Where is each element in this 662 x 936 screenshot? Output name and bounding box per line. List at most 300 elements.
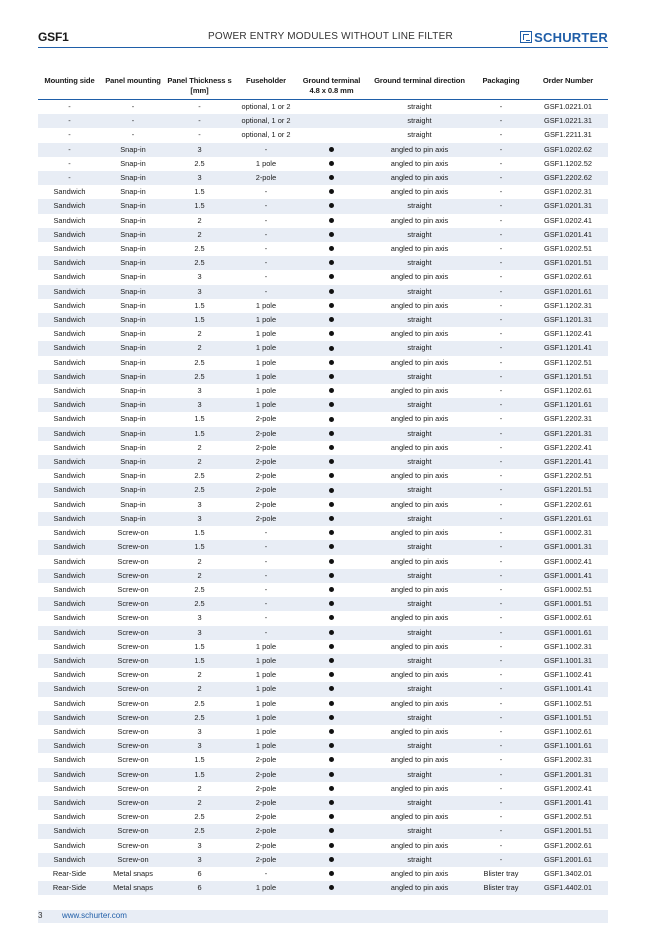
- table-cell: 2-pole: [255, 442, 277, 452]
- table-cell: 1.5: [165, 654, 234, 668]
- table-cell: GSF1.1202.51: [543, 357, 593, 367]
- table-cell: 2: [165, 796, 234, 810]
- ground-terminal-dot-icon: [329, 189, 334, 194]
- table-cell: Sandwich: [38, 768, 101, 782]
- table-cell: 2-pole: [234, 455, 298, 469]
- table-cell: 1 pole: [255, 357, 277, 367]
- table-cell: -: [264, 613, 268, 623]
- table-cell: 2.5: [194, 812, 205, 822]
- ground-terminal-dot-icon: [329, 331, 334, 336]
- table-cell: GSF1.2002.41: [543, 783, 593, 793]
- table-cell: Sandwich: [53, 499, 86, 509]
- table-cell: [298, 867, 365, 881]
- ground-terminal-dot-icon: [329, 644, 334, 649]
- table-cell: Snap-in: [101, 313, 165, 327]
- table-cell: Snap-in: [101, 199, 165, 213]
- table-cell: -: [234, 285, 298, 299]
- table-row: [38, 285, 608, 299]
- table-cell: Screw-on: [101, 597, 165, 611]
- table-cell: Sandwich: [38, 711, 101, 725]
- table-row: [38, 640, 608, 654]
- table-cell: 3: [165, 285, 234, 299]
- table-cell: 2.5: [165, 483, 234, 497]
- table-cell: straight: [365, 398, 474, 412]
- table-cell: straight: [365, 626, 474, 640]
- table-cell: Screw-on: [101, 569, 165, 583]
- table-cell: -: [499, 755, 503, 765]
- table-cell: 2.5: [165, 824, 234, 838]
- column-header: [528, 74, 608, 100]
- table-cell: Sandwich: [38, 370, 101, 384]
- table-cell: -: [499, 641, 503, 651]
- ground-terminal-dot-icon: [329, 175, 334, 180]
- ground-terminal-dot-icon: [329, 246, 334, 251]
- table-row: [38, 214, 608, 228]
- column-header: [474, 74, 528, 100]
- table-cell: GSF1.1202.61: [543, 386, 593, 396]
- table-cell: GSF1.1001.41: [528, 682, 608, 696]
- table-cell: -: [499, 215, 503, 225]
- column-header-label: Fuseholder: [246, 76, 286, 85]
- table-cell: -: [474, 824, 528, 838]
- table-cell: Snap-in: [101, 398, 165, 412]
- table-cell: -: [474, 853, 528, 867]
- table-cell: GSF1.1201.61: [528, 398, 608, 412]
- table-cell: -: [234, 256, 298, 270]
- table-cell: -: [499, 698, 503, 708]
- table-cell: angled to pin axis: [390, 556, 449, 566]
- table-cell: optional, 1 or 2: [234, 114, 298, 128]
- column-header-label: Panel Thickness s: [167, 76, 232, 85]
- table-row: [38, 512, 608, 526]
- ground-terminal-dot-icon: [329, 544, 334, 549]
- table-row: [38, 256, 608, 270]
- header-divider: [38, 47, 608, 48]
- ground-terminal-dot-icon: [329, 672, 334, 677]
- table-cell: Sandwich: [53, 244, 86, 254]
- table-cell: -: [499, 528, 503, 538]
- table-cell: -: [234, 569, 298, 583]
- table-cell: 1 pole: [234, 739, 298, 753]
- ground-terminal-dot-icon: [329, 573, 334, 578]
- ground-terminal-dot-icon: [329, 203, 334, 208]
- column-header-unit: [mm]: [190, 86, 209, 95]
- page-header: [38, 30, 608, 48]
- table-cell: Screw-on: [101, 739, 165, 753]
- table-cell: [298, 356, 365, 370]
- table-cell: -: [499, 187, 503, 197]
- table-cell: straight: [365, 682, 474, 696]
- ground-terminal-dot-icon: [329, 530, 334, 535]
- table-cell: GSF1.2001.51: [528, 824, 608, 838]
- table-cell: GSF1.0202.41: [543, 215, 593, 225]
- table-cell: 2-pole: [255, 471, 277, 481]
- table-cell: -: [499, 840, 503, 850]
- table-cell: 2-pole: [255, 812, 277, 822]
- table-cell: Screw-on: [117, 641, 149, 651]
- table-cell: [298, 810, 365, 824]
- table-cell: 2: [165, 228, 234, 242]
- table-cell: Sandwich: [53, 272, 86, 282]
- table-cell: Sandwich: [38, 398, 101, 412]
- table-cell: GSF1.2202.62: [528, 171, 608, 185]
- table-row: [38, 427, 608, 441]
- table-cell: GSF1.0001.61: [528, 626, 608, 640]
- table-cell: Snap-in: [101, 370, 165, 384]
- table-cell: Sandwich: [38, 569, 101, 583]
- table-cell: angled to pin axis: [390, 698, 449, 708]
- table-cell: Snap-in: [101, 455, 165, 469]
- table-row: [38, 824, 608, 838]
- table-cell: [298, 185, 365, 199]
- ground-terminal-dot-icon: [329, 786, 334, 791]
- table-cell: -: [499, 442, 503, 452]
- table-cell: Screw-on: [101, 711, 165, 725]
- table-cell: Sandwich: [53, 698, 86, 708]
- table-cell: 3: [197, 386, 202, 396]
- table-cell: [298, 526, 365, 540]
- ground-terminal-dot-icon: [329, 701, 334, 706]
- order-number-table: [38, 74, 608, 895]
- table-cell: -: [499, 329, 503, 339]
- table-row: [38, 711, 608, 725]
- table-cell: Sandwich: [38, 483, 101, 497]
- table-cell: -: [38, 143, 101, 157]
- table-cell: GSF1.1001.61: [528, 739, 608, 753]
- table-cell: [298, 171, 365, 185]
- table-cell: angled to pin axis: [390, 471, 449, 481]
- table-row: [38, 242, 608, 256]
- table-cell: Snap-in: [120, 272, 146, 282]
- table-cell: Sandwich: [38, 341, 101, 355]
- table-cell: 2-pole: [255, 414, 277, 424]
- table-cell: straight: [365, 711, 474, 725]
- table-cell: [298, 540, 365, 554]
- table-cell: Snap-in: [101, 285, 165, 299]
- table-cell: Snap-in: [120, 442, 146, 452]
- table-cell: Sandwich: [53, 584, 86, 594]
- table-cell: angled to pin axis: [390, 442, 449, 452]
- table-cell: 2-pole: [234, 853, 298, 867]
- table-cell: angled to pin axis: [390, 528, 449, 538]
- table-cell: Snap-in: [120, 471, 146, 481]
- table-cell: GSF1.0001.31: [528, 540, 608, 554]
- table-cell: GSF1.2002.61: [543, 840, 593, 850]
- table-cell: -: [68, 130, 71, 140]
- ground-terminal-dot-icon: [329, 388, 334, 393]
- table-cell: GSF1.0001.41: [528, 569, 608, 583]
- table-cell: 3: [165, 853, 234, 867]
- table-cell: straight: [407, 130, 432, 140]
- table-cell: 1 pole: [234, 881, 298, 895]
- table-cell: straight: [365, 285, 474, 299]
- table-cell: [298, 412, 365, 426]
- table-cell: -: [264, 528, 268, 538]
- table-cell: [298, 128, 365, 142]
- table-cell: [298, 768, 365, 782]
- table-cell: GSF1.4402.01: [528, 881, 608, 895]
- table-cell: -: [198, 102, 201, 111]
- table-cell: [298, 441, 365, 455]
- table-cell: GSF1.3402.01: [543, 868, 593, 878]
- table-cell: Screw-on: [101, 626, 165, 640]
- ground-terminal-dot-icon: [329, 814, 334, 819]
- column-header-unit: 4.8 x 0.8 mm: [309, 86, 354, 95]
- table-cell: [298, 313, 365, 327]
- table-cell: GSF1.1002.31: [543, 641, 593, 651]
- table-cell: [298, 299, 365, 313]
- table-cell: 1 pole: [255, 698, 277, 708]
- table-cell: -: [499, 499, 503, 509]
- table-row: [38, 597, 608, 611]
- table-cell: 2-pole: [234, 427, 298, 441]
- table-cell: Snap-in: [101, 512, 165, 526]
- table-cell: 2.5: [165, 711, 234, 725]
- table-cell: GSF1.2202.51: [543, 471, 593, 481]
- table-cell: -: [234, 626, 298, 640]
- table-row: [38, 157, 608, 171]
- table-row: [38, 185, 608, 199]
- table-cell: GSF1.0202.31: [543, 187, 593, 197]
- table-cell: straight: [365, 824, 474, 838]
- table-row: [38, 100, 608, 115]
- column-header-label: Ground terminal: [302, 76, 361, 85]
- table-cell: -: [499, 414, 503, 424]
- table-cell: [298, 341, 365, 355]
- table-cell: 1.5: [165, 199, 234, 213]
- table-cell: -: [264, 584, 268, 594]
- table-row: [38, 725, 608, 739]
- website-link[interactable]: www.schurter.com: [62, 911, 127, 920]
- table-cell: Sandwich: [38, 256, 101, 270]
- table-cell: GSF1.2001.61: [528, 853, 608, 867]
- table-cell: -: [234, 199, 298, 213]
- table-cell: angled to pin axis: [390, 868, 449, 878]
- table-row: [38, 143, 608, 157]
- table-cell: Metal snaps: [113, 868, 153, 878]
- table-cell: Snap-in: [120, 386, 146, 396]
- table-cell: Snap-in: [101, 171, 165, 185]
- ground-terminal-dot-icon: [329, 857, 334, 862]
- table-cell: straight: [365, 256, 474, 270]
- table-row: [38, 199, 608, 213]
- table-cell: [298, 711, 365, 725]
- table-cell: Sandwich: [38, 824, 101, 838]
- table-cell: angled to pin axis: [390, 244, 449, 254]
- table-row: [38, 526, 608, 540]
- table-cell: 1 pole: [255, 670, 277, 680]
- column-header: [101, 74, 165, 100]
- table-cell: 1 pole: [255, 329, 277, 339]
- table-cell: Snap-in: [120, 187, 146, 197]
- table-cell: GSF1.0001.51: [528, 597, 608, 611]
- table-row: [38, 682, 608, 696]
- table-cell: Sandwich: [53, 556, 86, 566]
- table-row: [38, 569, 608, 583]
- table-cell: Sandwich: [38, 427, 101, 441]
- table-cell: [298, 569, 365, 583]
- ground-terminal-dot-icon: [329, 729, 334, 734]
- table-cell: Snap-in: [120, 215, 146, 225]
- table-cell: Sandwich: [53, 670, 86, 680]
- table-cell: -: [499, 272, 503, 282]
- table-cell: 1 pole: [255, 726, 277, 736]
- table-row: [38, 412, 608, 426]
- table-cell: GSF1.2211.31: [544, 130, 592, 140]
- table-cell: -: [474, 427, 528, 441]
- table-cell: -: [474, 370, 528, 384]
- table-cell: straight: [407, 102, 432, 111]
- table-cell: -: [68, 158, 71, 168]
- table-cell: Snap-in: [101, 256, 165, 270]
- ground-terminal-dot-icon: [329, 431, 334, 436]
- table-cell: angled to pin axis: [390, 726, 449, 736]
- table-cell: Sandwich: [53, 300, 86, 310]
- page-title: POWER ENTRY MODULES WITHOUT LINE FILTER: [208, 31, 453, 42]
- table-cell: 1.5: [194, 300, 205, 310]
- table-cell: 1.5: [194, 641, 205, 651]
- table-cell: -: [499, 613, 503, 623]
- table-cell: [298, 199, 365, 213]
- table-cell: straight: [365, 768, 474, 782]
- table-cell: Rear-Side: [38, 881, 101, 895]
- table-cell: 2: [197, 670, 202, 680]
- ground-terminal-dot-icon: [329, 587, 334, 592]
- table-cell: angled to pin axis: [390, 584, 449, 594]
- table-header-row: [38, 74, 608, 100]
- schurter-logo-icon: [520, 31, 532, 43]
- table-cell: -: [474, 313, 528, 327]
- table-cell: [298, 739, 365, 753]
- table-cell: 3: [165, 512, 234, 526]
- table-cell: Sandwich: [38, 512, 101, 526]
- table-cell: straight: [365, 341, 474, 355]
- table-cell: GSF1.1201.51: [528, 370, 608, 384]
- column-header: [234, 74, 298, 100]
- table-cell: [298, 498, 365, 512]
- table-cell: 3: [165, 626, 234, 640]
- ground-terminal-dot-icon: [329, 871, 334, 876]
- table-row: [38, 768, 608, 782]
- table-cell: -: [499, 726, 503, 736]
- table-cell: -: [499, 556, 503, 566]
- table-cell: [298, 455, 365, 469]
- table-cell: 1 pole: [255, 158, 277, 168]
- table-cell: Sandwich: [38, 654, 101, 668]
- table-cell: [298, 398, 365, 412]
- table-cell: Sandwich: [38, 739, 101, 753]
- table-row: [38, 540, 608, 554]
- table-cell: 2.5: [194, 584, 205, 594]
- table-cell: GSF1.2001.31: [528, 768, 608, 782]
- table-cell: straight: [365, 114, 474, 128]
- table-cell: straight: [365, 569, 474, 583]
- ground-terminal-dot-icon: [329, 559, 334, 564]
- table-cell: Sandwich: [53, 755, 86, 765]
- table-cell: 2.5: [165, 256, 234, 270]
- table-cell: [298, 242, 365, 256]
- table-cell: Sandwich: [53, 613, 86, 623]
- table-cell: [298, 824, 365, 838]
- table-cell: -: [499, 812, 503, 822]
- table-cell: 2-pole: [255, 840, 277, 850]
- table-cell: -: [474, 143, 528, 157]
- table-row: [38, 356, 608, 370]
- table-cell: Screw-on: [101, 824, 165, 838]
- table-cell: GSF1.0201.51: [528, 256, 608, 270]
- table-cell: 3: [197, 613, 202, 623]
- table-cell: GSF1.0002.41: [543, 556, 593, 566]
- table-cell: GSF1.1202.31: [543, 300, 593, 310]
- ground-terminal-dot-icon: [329, 402, 334, 407]
- table-cell: Sandwich: [53, 329, 86, 339]
- table-cell: 1 pole: [255, 641, 277, 651]
- table-cell: optional, 1 or 2: [241, 102, 291, 111]
- table-cell: [298, 427, 365, 441]
- table-cell: GSF1.2201.51: [528, 483, 608, 497]
- table-cell: [298, 114, 365, 128]
- table-cell: Sandwich: [38, 228, 101, 242]
- table-cell: Snap-in: [120, 499, 146, 509]
- table-cell: 2: [165, 682, 234, 696]
- table-cell: angled to pin axis: [390, 187, 449, 197]
- table-cell: 2.5: [194, 471, 205, 481]
- table-cell: Snap-in: [120, 329, 146, 339]
- table-cell: [298, 469, 365, 483]
- table-cell: Screw-on: [101, 540, 165, 554]
- table-cell: angled to pin axis: [390, 755, 449, 765]
- table-cell: Rear-Side: [52, 868, 87, 878]
- table-cell: Screw-on: [117, 755, 149, 765]
- table-cell: Sandwich: [53, 840, 86, 850]
- table-cell: -: [499, 357, 503, 367]
- table-cell: -: [264, 868, 268, 878]
- table-cell: -: [499, 783, 503, 793]
- table-cell: angled to pin axis: [390, 158, 449, 168]
- ground-terminal-dot-icon: [329, 303, 334, 308]
- table-cell: GSF1.0002.51: [543, 584, 593, 594]
- table-cell: -: [474, 682, 528, 696]
- table-cell: Screw-on: [117, 613, 149, 623]
- table-cell: 1.5: [165, 768, 234, 782]
- table-cell: Sandwich: [38, 455, 101, 469]
- table-row: [38, 839, 608, 853]
- table-cell: -: [499, 300, 503, 310]
- table-cell: GSF1.2002.51: [543, 812, 593, 822]
- ground-terminal-dot-icon: [329, 488, 334, 493]
- table-cell: 1.5: [194, 187, 205, 197]
- table-cell: Sandwich: [53, 414, 86, 424]
- table-cell: Screw-on: [117, 726, 149, 736]
- table-cell: [298, 640, 365, 654]
- ground-terminal-dot-icon: [329, 459, 334, 464]
- table-cell: GSF1.0221.31: [528, 114, 608, 128]
- table-row: [38, 668, 608, 682]
- table-row: [38, 498, 608, 512]
- table-cell: Snap-in: [101, 228, 165, 242]
- table-cell: -: [499, 386, 503, 396]
- table-cell: straight: [365, 199, 474, 213]
- table-cell: [298, 753, 365, 767]
- table-cell: -: [474, 768, 528, 782]
- table-cell: 1.5: [194, 528, 205, 538]
- table-cell: straight: [365, 370, 474, 384]
- table-cell: 2-pole: [234, 768, 298, 782]
- table-cell: Sandwich: [53, 442, 86, 452]
- table-cell: Screw-on: [101, 796, 165, 810]
- table-cell: straight: [365, 853, 474, 867]
- table-cell: 2: [197, 556, 202, 566]
